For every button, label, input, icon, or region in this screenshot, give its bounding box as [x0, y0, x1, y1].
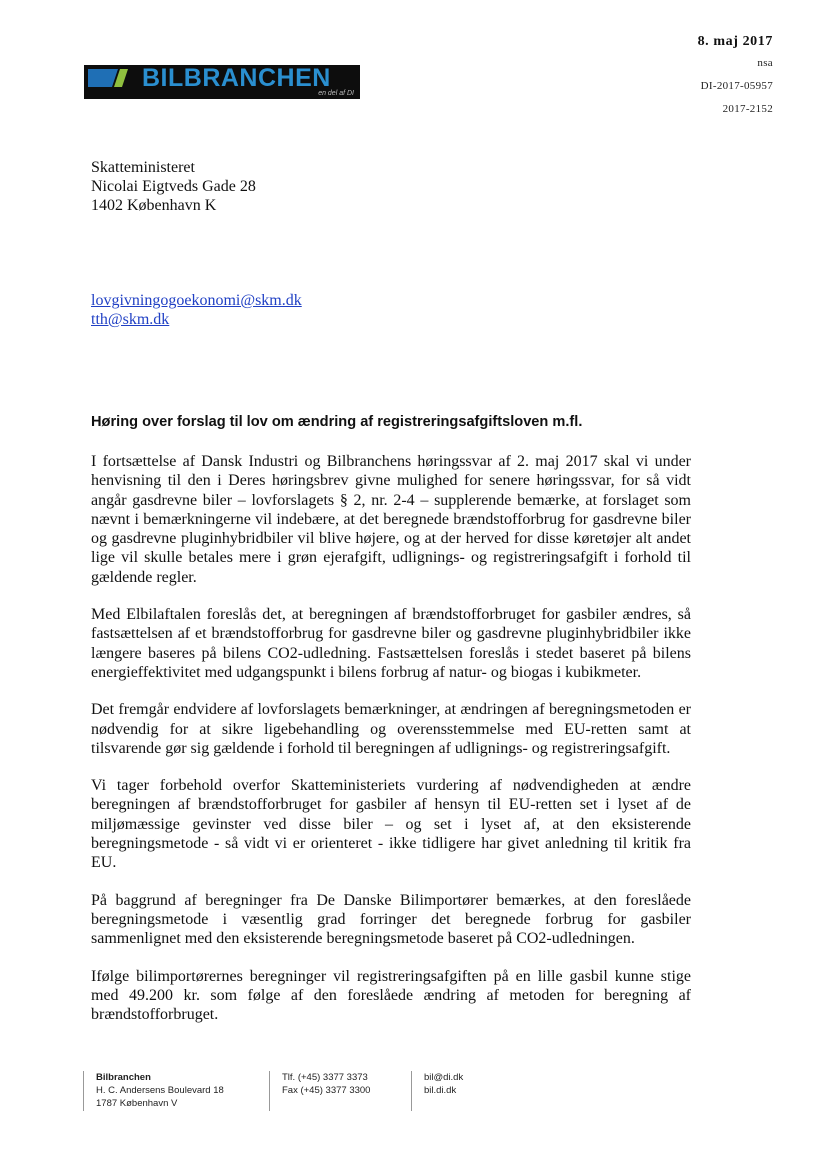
footer-contact: [411, 1071, 463, 1111]
body-paragraph: På baggrund af beregninger fra De Danske Bilimportører bemærkes, at den foreslåede beregningsmetode i væsentlig grad forringer det beregnede forbrug for gasbiler sammenlignet med den eksisterende beregningsmetode baseret på CO2-udledningen.: [91, 891, 691, 948]
reference-number: DI-2017-05957: [700, 80, 773, 92]
recipient-line: Skatteministeret: [91, 159, 195, 176]
letter-body: [91, 452, 691, 1042]
body-paragraph: Med Elbilaftalen foreslås det, at beregningen af brændstofforbruget for gasbiler ændres, så fastsættelsen af et brændstofforbrug for gasdrevne biler og gasdrevne pluginhybridbiler ikke længere baseres på bilens CO2-udledning. Fastsættelsen foreslås i stedet baseret på bilens energieffektivitet med udgangspunkt i bilens forbrug af natur- og biogas i kubikmeter.: [91, 606, 691, 681]
footer-org: Bilbranchen: [96, 1072, 151, 1083]
recipient-line: 1402 København K: [91, 197, 217, 214]
body-paragraph: Ifølge bilimportørernes beregninger vil registreringsafgiften på en lille gasbil kunne stige med 49.200 kr. som følge af den foreslåede ændring af metoden for beregning af brændstofforbruget.: [91, 967, 691, 1024]
email-link-lovgivning[interactable]: lovgivningogoekonomi@skm.dk: [91, 292, 302, 309]
logo-text: BILBRANCHEN: [142, 65, 331, 92]
recipient-address: [91, 158, 256, 215]
bilbranchen-logo: [84, 65, 360, 99]
logo-stripes-icon: [88, 69, 146, 87]
footer-email[interactable]: bil@di.dk: [424, 1072, 464, 1083]
email-link-tth[interactable]: tth@skm.dk: [91, 311, 170, 328]
footer-phone-number: Tlf. (+45) 3377 3373: [282, 1072, 368, 1083]
footer-address-line: H. C. Andersens Boulevard 18: [96, 1085, 224, 1096]
letter-date: 8. maj 2017: [697, 34, 773, 49]
recipient-emails: [91, 291, 302, 329]
body-paragraph: Det fremgår endvidere af lovforslagets bemærkninger, at ændringen af beregningsmetoden er nødvendig for at sikre ligebehandling og overensstemmelse med EU-retten samt at tilsvarende gør sig gældende i forhold til beregningen af udlignings- og registreringsafgift.: [91, 701, 691, 757]
body-paragraph: Vi tager forbehold overfor Skatteministeriets vurdering af nødvendigheden at ændre beregningen af brændstofforbruget for gasbiler af hensyn til EU-retten set i lyset af de miljømæssige gevinster ved disse biler – og set i lyset af, at den eksisterende beregningsmetode - så vidt vi er orienteret - ikke tidligere har givet anledning til kritik fra EU.: [91, 777, 691, 872]
footer-phone: [269, 1071, 370, 1111]
author-initials: nsa: [757, 57, 773, 69]
footer-website[interactable]: bil.di.dk: [424, 1085, 457, 1096]
case-number: 2017-2152: [722, 103, 773, 115]
letter-subject: Høring over forslag til lov om ændring af registreringsafgiftsloven m.fl.: [91, 414, 583, 430]
footer-fax-number: Fax (+45) 3377 3300: [282, 1085, 371, 1096]
logo-subtitle: en del af DI: [318, 90, 354, 97]
body-paragraph: I fortsættelse af Dansk Industri og Bilbranchens høringssvar af 2. maj 2017 skal vi under henvisning til den i Deres høringsbrev givne mulighed for senere høringssvar, for så vidt angår gasdrevne biler – lovforslagets § 2, nr. 2-4 – supplerende bemærke, at forslaget som nævnt i bemærkningerne vil indebære, at det beregnede brændstofforbrug for gasdrevne biler og gasdrevne pluginhybridbiler vil blive højere, og at der herved for disse køretøjer alt andet lige vil skulle betales mere i grøn ejerafgift, udlignings- og registreringsafgift i forhold til gældende regler.: [91, 453, 691, 586]
footer-address: [83, 1071, 224, 1111]
footer-address-line: 1787 København V: [96, 1098, 178, 1109]
recipient-line: Nicolai Eigtveds Gade 28: [91, 178, 256, 195]
